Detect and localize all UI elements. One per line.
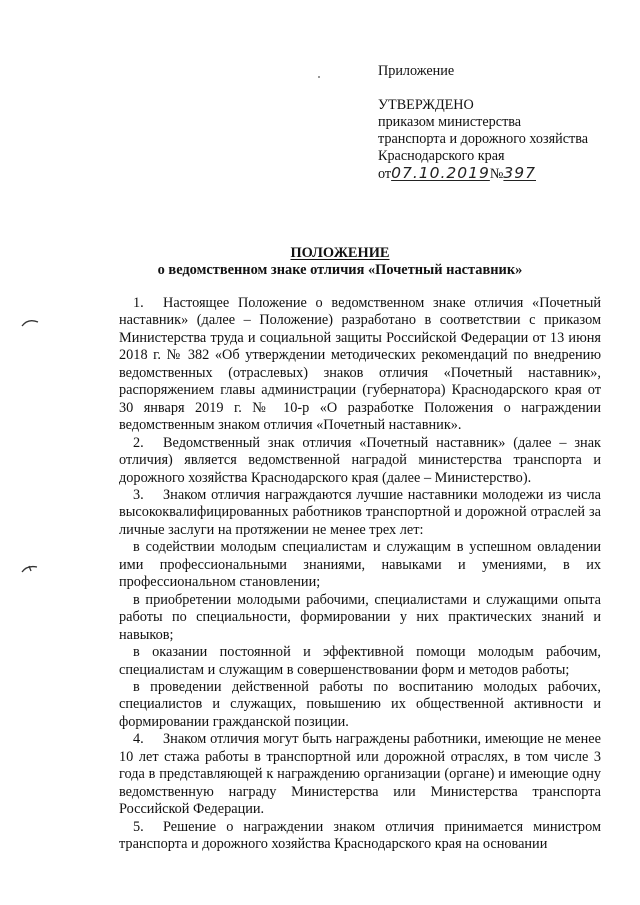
- number-value: 397: [503, 164, 536, 182]
- list-item: [119, 592, 601, 644]
- paragraph-number: 3.: [133, 486, 144, 503]
- paragraph: [119, 819, 601, 854]
- paragraph-text: в приобретении молодыми рабочими, специалистами и служащими опыта работы по специальности, формировании у них практических знаний и навыков;: [119, 591, 601, 643]
- paragraph: [119, 435, 601, 487]
- paragraph-number: 1.: [133, 295, 144, 311]
- paragraph: [119, 295, 601, 435]
- approval-block: [378, 63, 618, 183]
- paragraph: [119, 731, 601, 818]
- scan-speck: [318, 76, 320, 78]
- paragraph-number: 5.: [133, 818, 144, 835]
- date-value: 07.10.2019: [391, 164, 490, 182]
- approval-line-3: Краснодарского края: [378, 148, 505, 164]
- margin-scribble-icon: [20, 562, 42, 576]
- document-title: ПОЛОЖЕНИЕ: [290, 245, 390, 261]
- date-number-line: [378, 165, 618, 183]
- approval-line-1: приказом министерства: [378, 114, 522, 130]
- list-item: [119, 644, 601, 679]
- margin-scribble-icon: [20, 316, 42, 330]
- date-prefix: от: [378, 166, 392, 182]
- paragraph-number: 4.: [133, 731, 144, 748]
- paragraph-text: Ведомственный знак отличия «Почетный наставник» (далее – знак отличия) является ведомственной наградой министерства транспорта и дорожного хозяйства Краснодарского края (далее – Министерство).: [119, 434, 601, 486]
- paragraph: [119, 487, 601, 539]
- list-item: [119, 539, 601, 591]
- paragraph-text: Знаком отличия награждаются лучшие наставники молодежи из числа высококвалифицированных работников транспортной и дорожной отраслей за личные заслуги на протяжении не менее трех лет:: [119, 486, 601, 538]
- approved-label: УТВЕРЖДЕНО: [378, 97, 474, 113]
- approval-line-2: транспорта и дорожного хозяйства: [378, 131, 589, 147]
- document-body: [119, 295, 601, 854]
- number-prefix: №: [489, 166, 504, 182]
- paragraph-text: Настоящее Положение о ведомственном знаке отличия «Почетный наставник» (далее – Положение) разработано в соответствии с приказом Министерства труда и социальной защиты Российской Федерации от 13 июня 2018 г. № 382 «Об утверждении методических рекомендаций по внедрению ведомственных (отраслевых) знаков отличия «Почетный наставник», распоряжением главы администрации (губернатора) Краснодарского края от 30 января 2019 г. № 10-р «О разработке Положения о награждении ведомственным знаком отличия «Почетный наставник».: [119, 295, 601, 434]
- document-heading: [120, 245, 560, 279]
- paragraph-text: Решение о награждении знаком отличия принимается министром транспорта и дорожного хозяйства Краснодарского края на основании: [119, 818, 601, 853]
- paragraph-text: в проведении действенной работы по воспитанию молодых рабочих, специалистов и служащих, повышению их общественной активности и формировании гражданской позиции.: [119, 678, 601, 730]
- paragraph-text: в оказании постоянной и эффективной помощи молодым рабочим, специалистам и служащим в совершенствовании форм и методов работы;: [119, 644, 601, 678]
- paragraph-text: в содействии молодым специалистам и служащим в успешном овладении ими профессиональными знаниями, навыками и умениями, в их профессиональном становлении;: [119, 539, 601, 591]
- appendix-label: Приложение: [378, 63, 455, 79]
- list-item: [119, 679, 601, 731]
- paragraph-text: Знаком отличия могут быть награждены работники, имеющие не менее 10 лет стажа работы в транспортной или дорожной отраслях, в том числе 3 года в представляющей к награждению организации (органе) и имеющие одну ведомственную награду Министерства или Министерства транспорта Российской Федерации.: [119, 731, 601, 818]
- document-subtitle: о ведомственном знаке отличия «Почетный наставник»: [157, 262, 523, 278]
- paragraph-number: 2.: [133, 434, 144, 451]
